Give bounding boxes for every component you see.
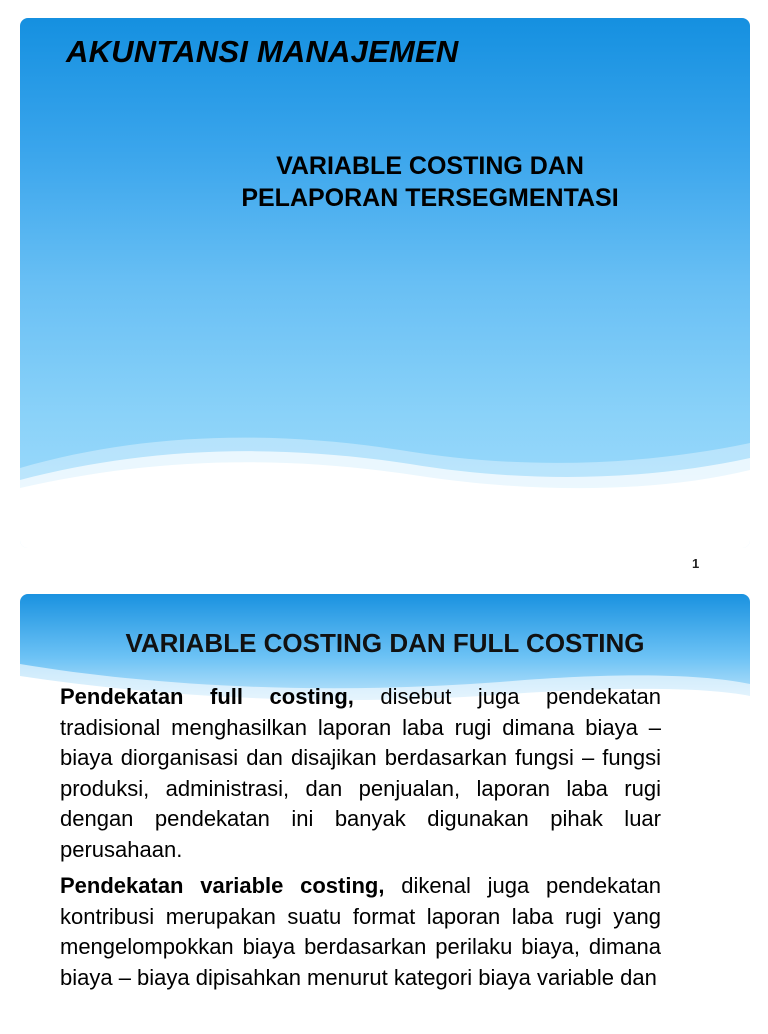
paragraph-text: dikenal juga pendekatan kontribusi merupakan suatu format laporan laba rugi yang mengelompokkan biaya berdasarkan perilaku biaya, dimana biaya – biaya dipisahkan menurut kategori biaya variable dan: [60, 873, 661, 990]
title-slide: [20, 18, 750, 548]
paragraph-lead: Pendekatan full costing,: [60, 684, 354, 709]
body-text: [60, 682, 661, 999]
paragraph-text: disebut juga pendekatan tradisional menghasilkan laporan laba rugi dimana biaya – biaya diorganisasi dan disajikan berdasarkan fungsi – fungsi produksi, administrasi, dan penjualan, laporan laba rugi dengan pendekatan ini banyak digunakan pihak luar perusahaan.: [60, 684, 661, 862]
paragraph-variable-costing: [60, 871, 661, 993]
presentation-title: AKUNTANSI MANAJEMEN: [66, 34, 459, 69]
subtitle-line-2: PELAPORAN TERSEGMENTASI: [241, 184, 619, 212]
subtitle-line-1: VARIABLE COSTING DAN: [276, 152, 584, 180]
wave-decoration: [20, 18, 750, 548]
content-slide: [20, 594, 750, 1034]
paragraph-lead: Pendekatan variable costing,: [60, 873, 385, 898]
section-heading: VARIABLE COSTING DAN FULL COSTING: [125, 628, 645, 658]
paragraph-full-costing: [60, 682, 661, 865]
slide-number: 1: [692, 556, 700, 571]
presentation-subtitle: [180, 150, 680, 214]
